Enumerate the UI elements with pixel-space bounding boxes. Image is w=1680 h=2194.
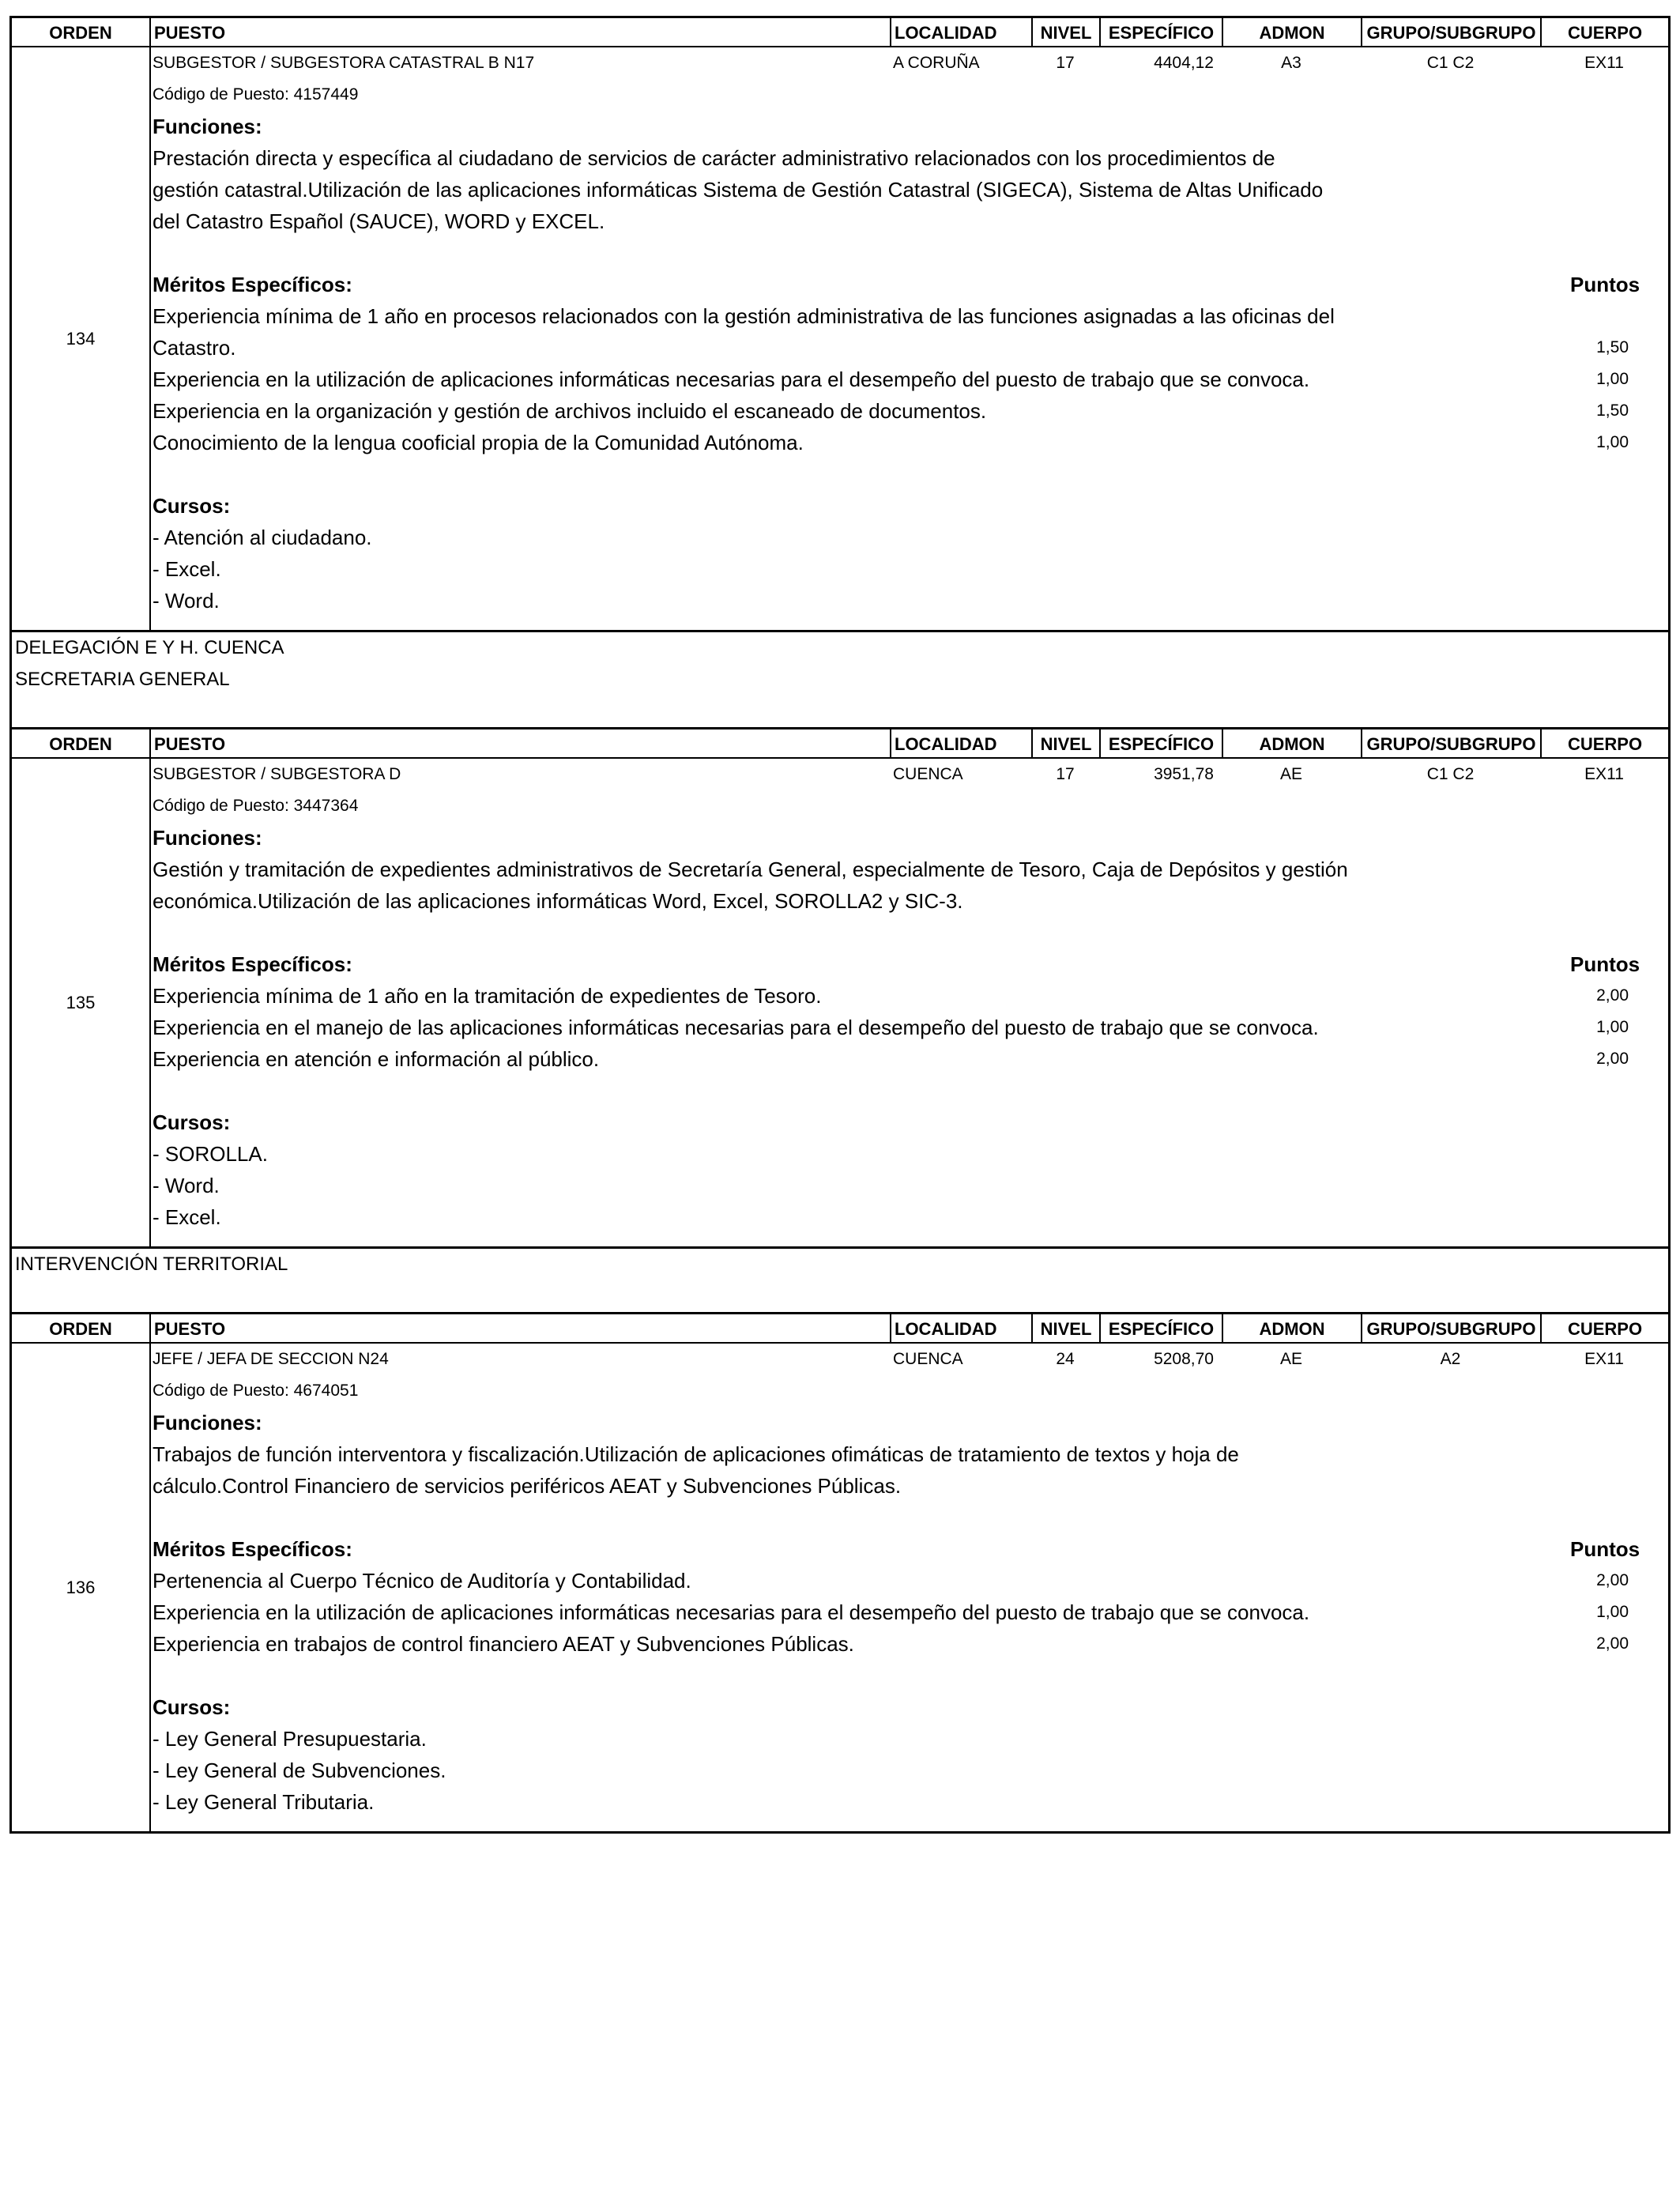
orden-column <box>12 759 151 1246</box>
header-orden: ORDEN <box>49 23 112 43</box>
entry-nivel: 17 <box>1056 765 1075 783</box>
header-grupo: GRUPO/SUBGRUPO <box>1361 18 1540 46</box>
merito-line: Experiencia mínima de 1 año en la tramitación de expedientes de Tesoro. <box>153 984 822 1008</box>
curso-item: - Excel. <box>153 557 221 581</box>
header-especifico: ESPECÍFICO <box>1099 729 1222 757</box>
meritos-label: Méritos Específicos: <box>153 273 352 296</box>
header-localidad: LOCALIDAD <box>890 18 1031 46</box>
merito-puntos: 1,00 <box>1596 370 1629 388</box>
header-orden: ORDEN <box>49 734 112 754</box>
merito-puntos: 1,00 <box>1596 1603 1629 1621</box>
cursos-label: Cursos: <box>153 1110 231 1134</box>
header-puesto: PUESTO <box>149 729 890 757</box>
header-nivel: NIVEL <box>1031 1314 1099 1342</box>
entry-especifico: 4404,12 <box>1154 54 1214 72</box>
curso-item: - Word. <box>153 589 220 613</box>
orden-number: 135 <box>66 992 96 1012</box>
codigo-de-puesto: Código de Puesto: 4674051 <box>153 1382 359 1400</box>
entry-admon: AE <box>1279 765 1302 783</box>
entry-localidad: CUENCA <box>893 1350 963 1368</box>
funciones-line: Prestación directa y específica al ciudadano de servicios de carácter administrativo relacionados con los procedimientos de <box>153 146 1275 170</box>
header-cuerpo: CUERPO <box>1540 18 1668 46</box>
merito-puntos: 1,50 <box>1596 338 1629 356</box>
curso-item: - Ley General Presupuestaria. <box>153 1727 427 1751</box>
merito-puntos: 2,00 <box>1596 1634 1629 1653</box>
merito-puntos: 2,00 <box>1596 1571 1629 1589</box>
merito-puntos: 1,50 <box>1596 401 1629 420</box>
merito-line: Experiencia en la organización y gestión de archivos incluido el escaneado de documentos. <box>153 399 987 423</box>
codigo-de-puesto: Código de Puesto: 4157449 <box>153 85 359 104</box>
funciones-line: económica.Utilización de las aplicaciones informáticas Word, Excel, SOROLLA2 y SIC-3. <box>153 889 963 913</box>
funciones-label: Funciones: <box>153 826 262 850</box>
funciones-line: del Catastro Español (SAUCE), WORD y EXCEL. <box>153 209 605 233</box>
funciones-line: cálculo.Control Financiero de servicios periféricos AEAT y Subvenciones Públicas. <box>153 1474 902 1498</box>
merito-line: Conocimiento de la lengua cooficial propia de la Comunidad Autónoma. <box>153 431 804 454</box>
job-entry <box>9 759 1671 1249</box>
section-title-block <box>9 632 1671 727</box>
header-especifico: ESPECÍFICO <box>1099 18 1222 46</box>
entry-nivel: 17 <box>1056 54 1075 72</box>
section-title-block <box>9 1249 1671 1312</box>
job-entry <box>9 47 1671 632</box>
merito-puntos: 2,00 <box>1596 1050 1629 1068</box>
header-puesto: PUESTO <box>149 1314 890 1342</box>
entry-localidad: CUENCA <box>893 765 963 783</box>
curso-item: - Ley General de Subvenciones. <box>153 1759 446 1782</box>
entry-nivel: 24 <box>1056 1350 1075 1368</box>
header-localidad: LOCALIDAD <box>890 729 1031 757</box>
funciones-line: Trabajos de función interventora y fiscalización.Utilización de aplicaciones ofimáticas de tratamiento de textos y hoja de <box>153 1442 1239 1466</box>
entry-puesto: SUBGESTOR / SUBGESTORA D <box>153 765 401 783</box>
cursos-label: Cursos: <box>153 494 231 518</box>
merito-line: Experiencia en el manejo de las aplicaciones informáticas necesarias para el desempeño del puesto de trabajo que se convoca. <box>153 1016 1319 1039</box>
entry-localidad: A CORUÑA <box>893 54 980 72</box>
column-header-row <box>9 1312 1671 1344</box>
header-nivel: NIVEL <box>1031 18 1099 46</box>
curso-item: - SOROLLA. <box>153 1142 268 1166</box>
meritos-label: Méritos Específicos: <box>153 952 352 976</box>
header-orden: ORDEN <box>49 1319 112 1339</box>
merito-line: Catastro. <box>153 336 236 360</box>
curso-item: - Atención al ciudadano. <box>153 526 372 549</box>
header-grupo: GRUPO/SUBGRUPO <box>1361 729 1540 757</box>
entry-grupo: C1 C2 <box>1426 54 1475 72</box>
curso-item: - Ley General Tributaria. <box>153 1790 375 1814</box>
header-grupo: GRUPO/SUBGRUPO <box>1361 1314 1540 1342</box>
codigo-de-puesto: Código de Puesto: 3447364 <box>153 797 359 815</box>
entry-admon: A3 <box>1281 54 1301 72</box>
cursos-label: Cursos: <box>153 1695 231 1719</box>
header-especifico: ESPECÍFICO <box>1099 1314 1222 1342</box>
entry-especifico: 3951,78 <box>1154 765 1214 783</box>
section-title-line: DELEGACIÓN E Y H. CUENCA <box>15 637 284 658</box>
entry-cuerpo: EX11 <box>1584 1350 1624 1368</box>
merito-line: Pertenencia al Cuerpo Técnico de Auditoría y Contabilidad. <box>153 1569 691 1593</box>
puntos-label: Puntos <box>1570 952 1640 976</box>
entry-grupo: A2 <box>1440 1350 1461 1368</box>
header-nivel: NIVEL <box>1031 729 1099 757</box>
orden-number: 134 <box>66 328 96 349</box>
header-cuerpo: CUERPO <box>1540 1314 1668 1342</box>
puntos-label: Puntos <box>1570 1537 1640 1561</box>
section-title-line: SECRETARIA GENERAL <box>15 669 230 690</box>
funciones-label: Funciones: <box>153 115 262 138</box>
curso-item: - Excel. <box>153 1205 221 1229</box>
header-cuerpo: CUERPO <box>1540 729 1668 757</box>
column-header-row <box>9 727 1671 759</box>
funciones-line: gestión catastral.Utilización de las aplicaciones informáticas Sistema de Gestión Catastral (SIGECA), Sistema de Altas Unificado <box>153 178 1324 202</box>
entry-puesto: JEFE / JEFA DE SECCION N24 <box>153 1350 389 1368</box>
entry-especifico: 5208,70 <box>1154 1350 1214 1368</box>
merito-line: Experiencia en trabajos de control financiero AEAT y Subvenciones Públicas. <box>153 1632 854 1656</box>
merito-line: Experiencia en la utilización de aplicaciones informáticas necesarias para el desempeño del puesto de trabajo que se convoca. <box>153 1600 1310 1624</box>
entry-admon: AE <box>1279 1350 1302 1368</box>
header-puesto: PUESTO <box>149 18 890 46</box>
orden-number: 136 <box>66 1577 96 1597</box>
entry-puesto: SUBGESTOR / SUBGESTORA CATASTRAL B N17 <box>153 54 535 72</box>
meritos-label: Méritos Específicos: <box>153 1537 352 1561</box>
funciones-line: Gestión y tramitación de expedientes administrativos de Secretaría General, especialmente de Tesoro, Caja de Depósitos y gestión <box>153 858 1348 881</box>
curso-item: - Word. <box>153 1174 220 1197</box>
entry-cuerpo: EX11 <box>1584 765 1624 783</box>
section-title-line: INTERVENCIÓN TERRITORIAL <box>15 1253 288 1275</box>
header-localidad: LOCALIDAD <box>890 1314 1031 1342</box>
merito-puntos: 1,00 <box>1596 1018 1629 1036</box>
orden-column <box>12 1344 151 1831</box>
merito-puntos: 1,00 <box>1596 433 1629 451</box>
header-admon: ADMON <box>1222 729 1361 757</box>
entry-grupo: C1 C2 <box>1426 765 1475 783</box>
document <box>9 16 1671 1834</box>
orden-column <box>12 47 151 630</box>
header-admon: ADMON <box>1222 18 1361 46</box>
merito-line: Experiencia en la utilización de aplicaciones informáticas necesarias para el desempeño del puesto de trabajo que se convoca. <box>153 368 1310 391</box>
column-header-row <box>9 16 1671 47</box>
puntos-label: Puntos <box>1570 273 1640 296</box>
merito-line: Experiencia mínima de 1 año en procesos relacionados con la gestión administrativa de las funciones asignadas a las oficinas del <box>153 304 1335 328</box>
entry-cuerpo: EX11 <box>1584 54 1624 72</box>
merito-line: Experiencia en atención e información al público. <box>153 1047 600 1071</box>
job-entry <box>9 1344 1671 1834</box>
merito-puntos: 2,00 <box>1596 986 1629 1005</box>
header-admon: ADMON <box>1222 1314 1361 1342</box>
funciones-label: Funciones: <box>153 1411 262 1434</box>
